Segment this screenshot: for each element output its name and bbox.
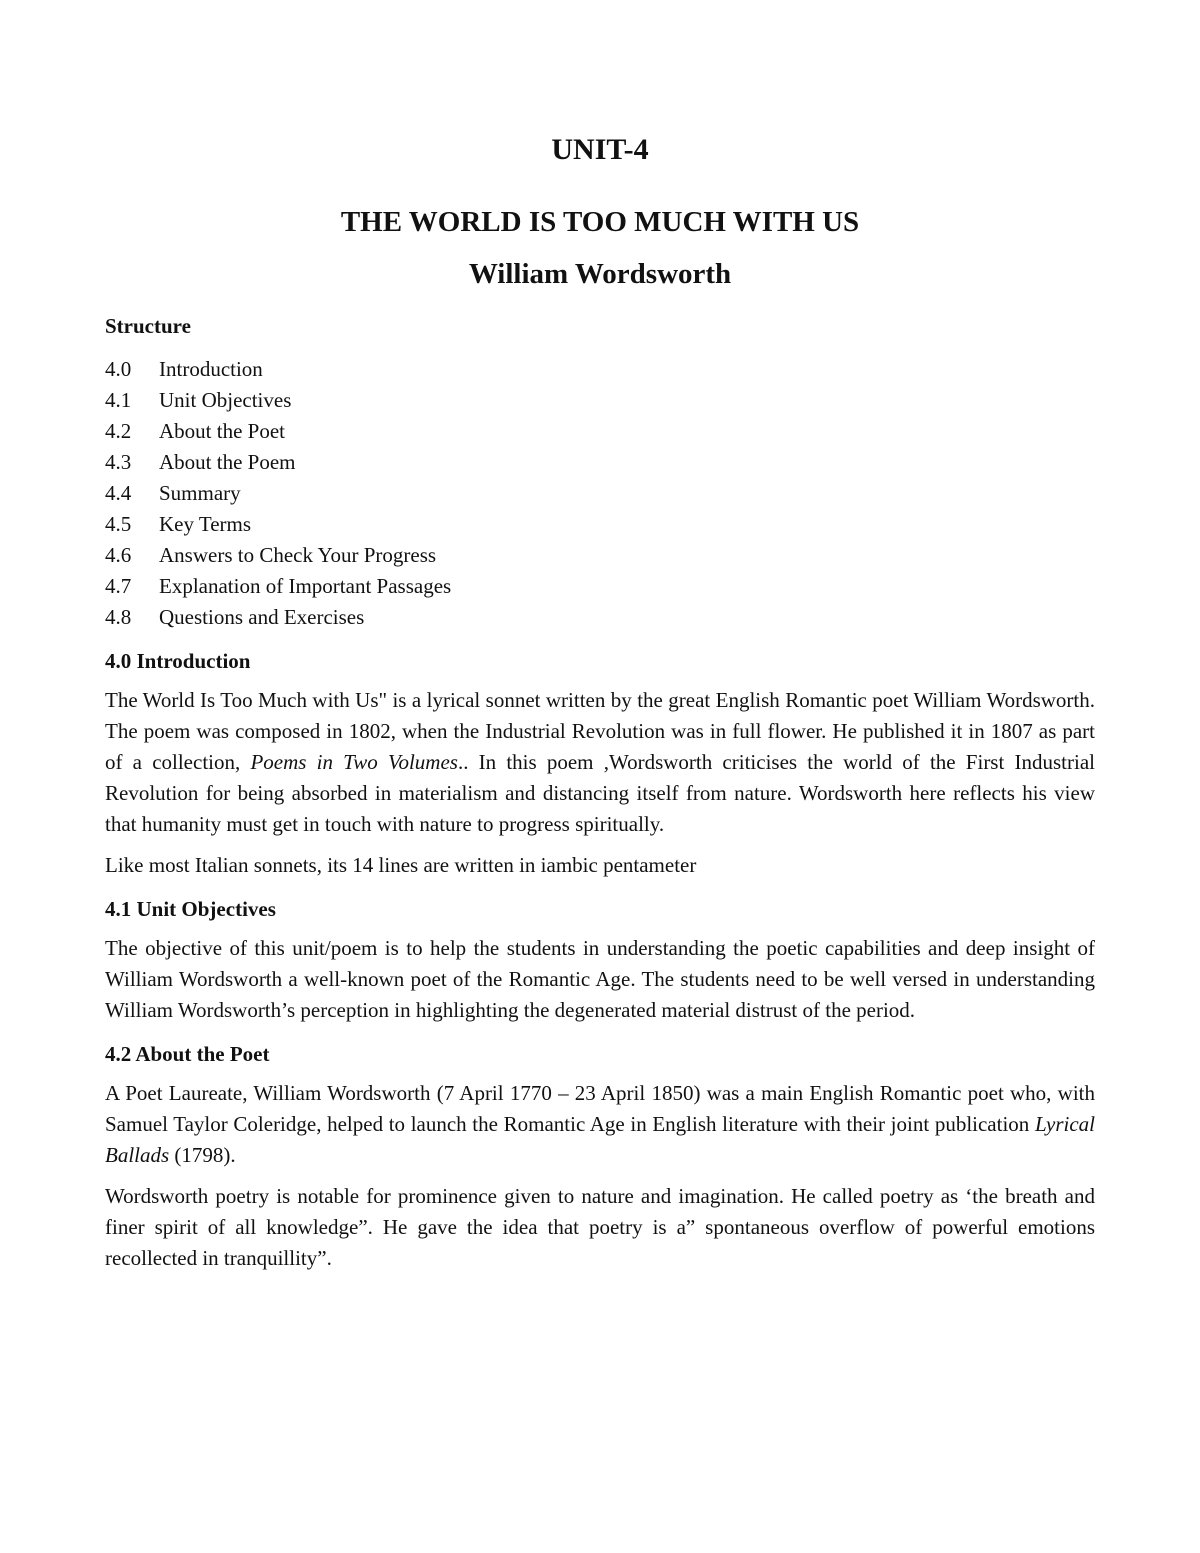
document-page	[105, 128, 1095, 1274]
sonnet-form-paragraph: Like most Italian sonnets, its 14 lines are written in iambic pentameter	[105, 853, 697, 877]
structure-item-label: Unit Objectives	[159, 388, 292, 412]
structure-item-number: 4.6	[105, 543, 132, 567]
structure-item	[105, 478, 1095, 509]
structure-item-number: 4.1	[105, 388, 132, 412]
structure-item-number: 4.5	[105, 512, 132, 536]
unit-title: UNIT-4	[551, 133, 649, 166]
structure-item-number: 4.3	[105, 450, 132, 474]
document-title: THE WORLD IS TOO MUCH WITH US	[340, 206, 860, 238]
about-poet-text-start: A Poet Laureate, William Wordsworth (7 April 1770 – 23 April 1850) was a main English Romantic poet who, with Samuel Taylor Coleridge, helped to launch the Romantic Age in English literature with their joint publication	[105, 1081, 1095, 1136]
structure-item	[105, 385, 1095, 416]
structure-list	[105, 354, 1095, 633]
structure-item-number: 4.4	[105, 481, 132, 505]
author-name: William Wordsworth	[468, 258, 732, 290]
structure-item	[105, 416, 1095, 447]
structure-item-number: 4.0	[105, 357, 132, 381]
objectives-heading: 4.1 Unit Objectives	[105, 897, 276, 921]
structure-item-label: Answers to Check Your Progress	[159, 543, 437, 567]
structure-heading: Structure	[105, 314, 191, 338]
introduction-paragraph	[105, 685, 1095, 840]
structure-item	[105, 447, 1095, 478]
introduction-text-end: .. In this poem ,Wordsworth criticises the world of the First Industrial Revolution for being absorbed in materialism and distancing itself from nature. Wordsworth here reflects his view that humanity must get in touch with nature to progress spiritually.	[105, 750, 1095, 836]
structure-item-label: Summary	[159, 481, 241, 505]
structure-item-label: Explanation of Important Passages	[159, 574, 452, 598]
structure-item-number: 4.2	[105, 419, 132, 443]
structure-item-label: Questions and Exercises	[159, 605, 365, 629]
structure-item	[105, 602, 1095, 633]
structure-item-number: 4.8	[105, 605, 132, 629]
objectives-paragraph: The objective of this unit/poem is to help the students in understanding the poetic capabilities and deep insight of William Wordsworth a well-known poet of the Romantic Age. The students need to be well versed in understanding William Wordsworth’s perception in highlighting the degenerated material distrust of the period.	[105, 936, 1095, 1022]
structure-item	[105, 571, 1095, 602]
structure-item-label: Introduction	[159, 357, 263, 381]
about-poet-heading: 4.2 About the Poet	[105, 1042, 270, 1066]
structure-item-label: About the Poet	[159, 419, 285, 443]
about-poet-paragraph	[105, 1078, 1095, 1171]
about-poet-text-end: (1798).	[169, 1143, 236, 1167]
structure-item	[105, 540, 1095, 571]
structure-item-label: Key Terms	[159, 512, 252, 536]
structure-item-number: 4.7	[105, 574, 132, 598]
collection-title: Poems in Two Volumes	[250, 750, 458, 774]
structure-item	[105, 509, 1095, 540]
introduction-heading: 4.0 Introduction	[105, 649, 251, 673]
poetry-notes-paragraph: Wordsworth poetry is notable for prominence given to nature and imagination. He called poetry as ‘the breath and finer spirit of all knowledge”. He gave the idea that poetry is a” spontaneous overflow of powerful emotions recollected in tranquillity”.	[105, 1184, 1095, 1270]
introduction-text-start: The World Is Too Much with Us" is a lyrical sonnet written by the great English Romantic poet William Wordsworth. The poem was composed in 1802, when the Industrial Revolution was in full flower. He published it in 1807 as part of a collection,	[105, 688, 1095, 774]
structure-item	[105, 354, 1095, 385]
publication-title: Lyrical Ballads	[105, 1112, 1095, 1167]
structure-item-label: About the Poem	[159, 450, 296, 474]
